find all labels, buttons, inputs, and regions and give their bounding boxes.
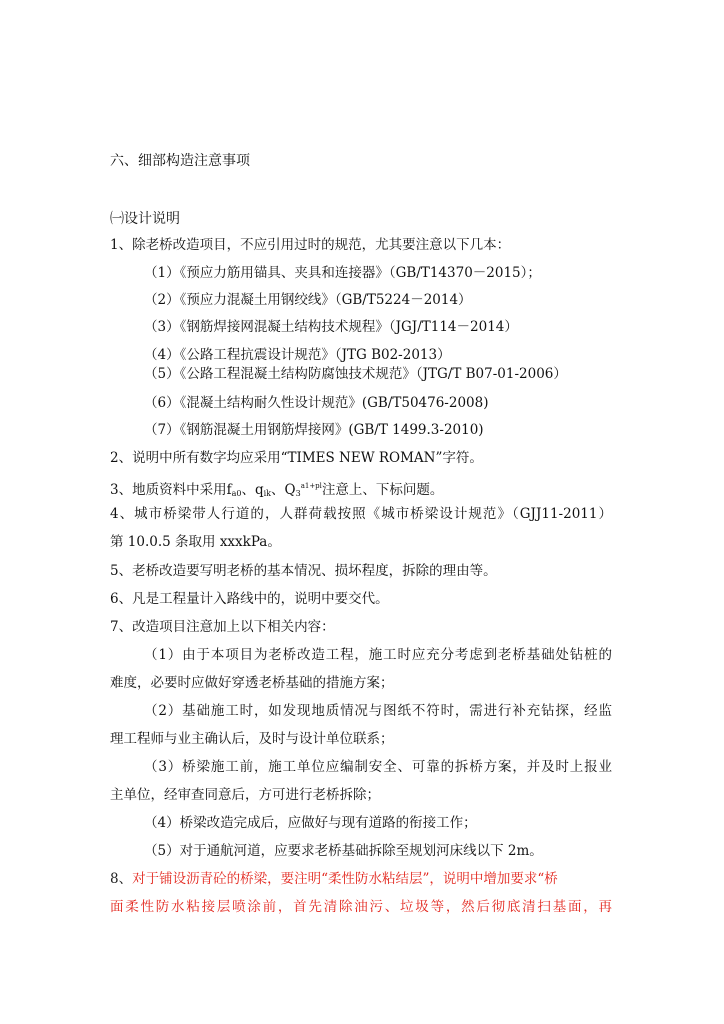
reference-item: （7）《钢筋混凝土用钢筋焊接网》(GB/T 1499.3-2010) <box>144 422 484 438</box>
item-7-text: 7、改造项目注意加上以下相关内容： <box>110 619 335 635</box>
symbol-q-subscript: ik <box>263 489 272 498</box>
item-3-prefix: 3、地质资料中采用 <box>110 482 227 498</box>
item-8-line-2: 面柔性防水粘接层喷涂前，首先清除油污、垃圾等，然后彻底清扫基面，再 <box>110 899 612 915</box>
item-3-text <box>110 478 443 502</box>
reference-item: （5）《公路工程混凝土结构防腐蚀技术规范》（JTG/T B07-01-2006） <box>144 366 567 382</box>
item-7-p1-line-2: 难度，必要时应做好穿透老桥基础的措施方案； <box>110 675 394 691</box>
reference-item: （3）《钢筋焊接网混凝土结构技术规程》（JGJ/T114－2014） <box>144 319 518 335</box>
symbol-f-subscript: a0 <box>231 489 242 498</box>
item-5-text: 5、老桥改造要写明老桥的基本情况、损坏程度，拆除的理由等。 <box>110 563 497 579</box>
item-7-p1-line-1: （1）由于本项目为老桥改造工程，施工时应充分考虑到老桥基础处钻桩的 <box>144 647 612 663</box>
reference-item: （1）《预应力筋用锚具、夹具和连接器》（GB/T14370－2015）； <box>144 265 541 281</box>
reference-item: （4）《公路工程抗震设计规范》（JTG B02-2013） <box>144 347 451 363</box>
item-3-suffix: 注意上、下标问题。 <box>321 482 444 498</box>
separator: 、 <box>241 482 255 498</box>
reference-item: （2）《预应力混凝土用钢绞线》（GB/T5224－2014） <box>144 292 472 308</box>
item-7-p4: （4）桥梁改造完成后，应做好与现有道路的衔接工作； <box>144 815 477 831</box>
item-2-text: 2、说明中所有数字均应采用“TIMES NEW ROMAN”字符。 <box>110 450 483 466</box>
item-8-number: 8、 <box>110 871 133 887</box>
item-7-p5: （5）对于通航河道，应要求老桥基础拆除至规划河床线以下 2m。 <box>144 843 543 859</box>
item-7-p3-line-2: 主单位，经审查同意后，方可进行老桥拆除； <box>110 787 380 803</box>
item-4-line-2: 第 10.0.5 条取用 xxxkPa。 <box>110 534 281 550</box>
item-4-line-1: 4、城市桥梁带人行道的，人群荷载按照《城市桥梁设计规范》（GJJ11-2011） <box>110 506 612 522</box>
item-6-text: 6、凡是工程量计入路线中的，说明中要交代。 <box>110 591 389 607</box>
separator: 、 <box>271 482 285 498</box>
subsection-heading: ㈠设计说明 <box>110 211 180 227</box>
symbol-Q-superscript: a1+pl <box>300 482 322 490</box>
item-7-p2-line-2: 理工程师与业主确认后，及时与设计单位联系； <box>110 731 394 747</box>
symbol-q: q <box>254 482 264 498</box>
symbol-Q-subscript: 3 <box>295 489 301 498</box>
item-8-line-1 <box>110 871 612 887</box>
item-1-text: 1、除老桥改造项目，不应引用过时的规范，尤其要注意以下几本： <box>110 237 511 253</box>
item-7-p2-line-1: （2）基础施工时，如发现地质情况与图纸不符时，需进行补充钻探，经监 <box>144 703 612 719</box>
item-7-p3-line-1: （3）桥梁施工前，施工单位应编制安全、可靠的拆桥方案，并及时上报业 <box>144 759 612 775</box>
reference-item: （6）《混凝土结构耐久性设计规范》(GB/T50476-2008) <box>144 395 489 411</box>
symbol-f: f <box>226 482 232 498</box>
section-heading: 六、细部构造注意事项 <box>110 153 250 169</box>
symbol-Q: Q <box>284 482 296 498</box>
item-8-line-1-text: 对于铺设沥青砼的桥梁，要注明“柔性防水粘结层”，说明中增加要求“桥 <box>132 871 558 887</box>
